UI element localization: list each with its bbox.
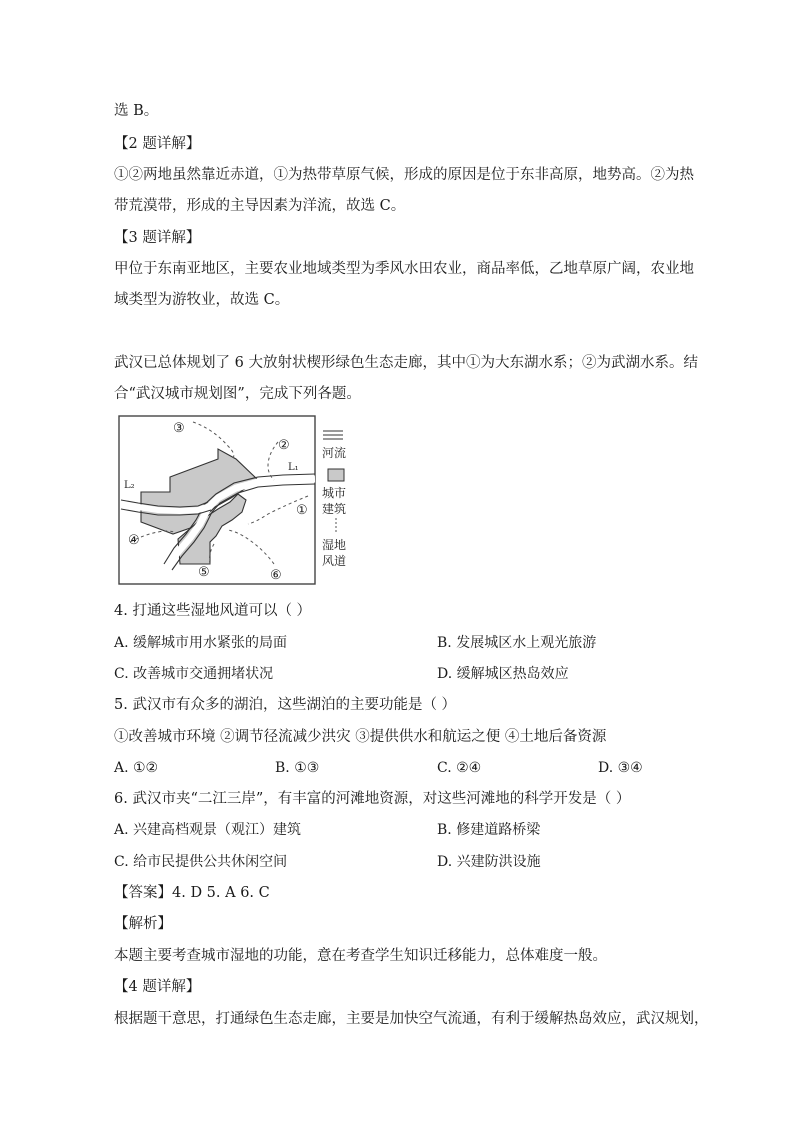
map-label-3: ③ [173,421,185,436]
map-label-4: ④ [128,533,140,548]
line-8: 武汉已总体规划了 6 大放射状楔形绿色生态走廊，其中①为大东湖水系；②为武湖水系。结 [114,355,698,371]
map-label-2: ② [278,438,290,453]
legend-city-label: 城市 [322,486,347,500]
analysis-heading: 【解析】 [114,916,172,932]
line-7: 域类型为游牧业，故选 C。 [114,292,290,308]
question-4-stem: 4. 打通这些湿地风道可以（ ） [114,603,312,619]
line-9: 合“武汉城市规划图”，完成下列各题。 [114,386,361,402]
section-heading-4: 【4 题详解】 [114,979,201,995]
q6-option-a: A. 兴建高档观景（观江）建筑 [114,822,302,838]
legend-city-symbol [328,469,344,481]
q5-option-a: A. ①② [114,760,159,776]
legend-city-label: 建筑 [322,502,347,516]
map-label-6: ⑥ [270,568,282,583]
q6-option-b: B. 修建道路桥梁 [437,822,541,838]
q5-option-d: D. ③④ [598,760,643,776]
q6-option-d: D. 兴建防洪设施 [437,854,541,870]
map-label-1: ① [296,503,308,518]
q5-option-b: B. ①③ [275,760,320,776]
q4-option-d: D. 缓解城区热岛效应 [437,666,569,682]
section-heading-3: 【3 题详解】 [114,230,201,246]
legend-river-label: 河流 [322,446,347,460]
wuhan-city-planning-map [118,414,364,586]
line-6: 甲位于东南亚地区，主要农业地域类型为季风水田农业，商品率低，乙地草原广阔，农业地 [114,261,694,277]
answer-line: 【答案】4. D 5. A 6. C [114,885,270,901]
map-label-L2: L₂ [124,480,135,491]
legend-wetland-label: 湿地 [322,538,347,552]
line-4: 带荒漠带，形成的主导因素为洋流，故选 C。 [114,198,406,214]
q4-option-a: A. 缓解城市用水紧张的局面 [114,635,288,651]
legend-wetland-label: 风道 [322,554,347,568]
line-3: ①②两地虽然靠近赤道，①为热带草原气候，形成的原因是位于东非高原，地势高。②为热 [114,167,694,183]
q4-option-c: C. 改善城市交通拥堵状况 [114,666,274,682]
q4-option-b: B. 发展城区水上观光旅游 [437,635,597,651]
question-5-stem: 5. 武汉市有众多的湖泊，这些湖泊的主要功能是（ ） [114,697,457,713]
line-1: 选 B。 [114,103,159,119]
q5-option-c: C. ②④ [437,760,482,776]
map-label-L1: L₁ [288,462,299,473]
map-label-5: ⑤ [198,565,210,580]
question-6-stem: 6. 武汉市夹“二江三岸”，有丰富的河滩地资源，对这些河滩地的科学开发是（ ） [114,791,631,807]
q6-option-c: C. 给市民提供公共休闲空间 [114,854,288,870]
detail-4-text: 根据题干意思，打通绿色生态走廊，主要是加快空气流通，有利于缓解热岛效应，武汉规划， [114,1011,709,1027]
section-heading-2: 【2 题详解】 [114,136,201,152]
q5-items: ①改善城市环境 ②调节径流减少洪灾 ③提供供水和航运之便 ④土地后备资源 [114,729,607,745]
analysis-text: 本题主要考查城市湿地的功能，意在考查学生知识迁移能力，总体难度一般。 [114,948,607,964]
